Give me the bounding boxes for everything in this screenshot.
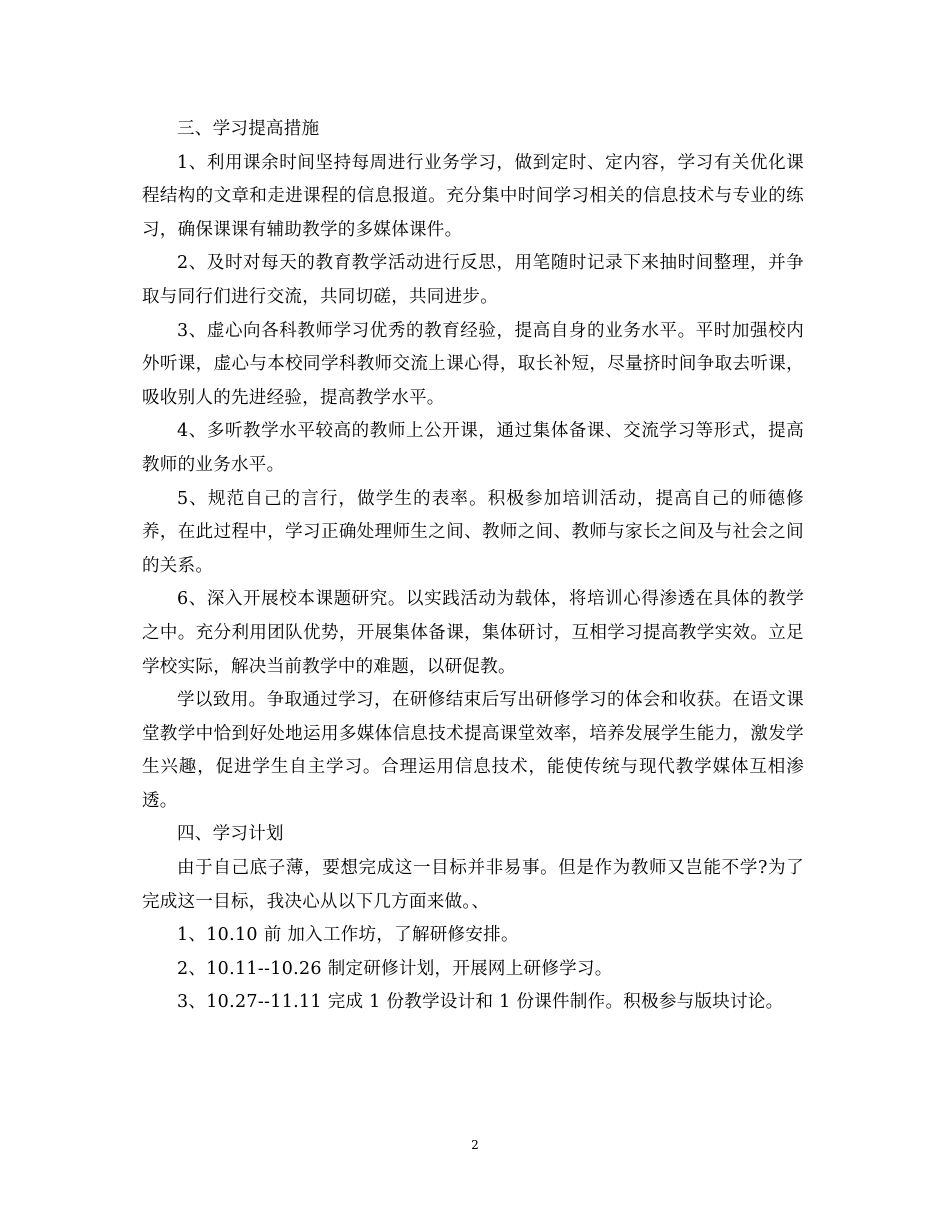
paragraph: 由于自己底子薄，要想完成这一目标并非易事。但是作为教师又岂能不学?为了完成这一目标，我决心从以下几方面来做。、 (142, 858, 804, 912)
section-heading-measures: 三、学习提高措施 (177, 119, 320, 139)
plan-item: 1、10.10 前 加入工作坊，了解研修安排。 (177, 925, 519, 946)
paragraph: 5、规范自己的言行，做学生的表率。积极参加培训活动，提高自己的师德修养，在此过程中，学习正确处理师生之间、教师之间、教师与家长之间及与社会之间的关系。 (142, 488, 804, 576)
paragraph: 2、及时对每天的教育教学活动进行反思，用笔随时记录下来抽时间整理，并争取与同行们进行交流，共同切磋，共同进步。 (142, 253, 804, 307)
paragraph: 学以致用。争取通过学习，在研修结束后写出研修学习的体会和收获。在语文课堂教学中恰到好处地运用多媒体信息技术提高课堂效率，培养发展学生能力，激发学生兴趣，促进学生自主学习。合理运用信息技术，能使传统与现代教学媒体互相渗透。 (142, 690, 804, 811)
plan-item: 2、10.11--10.26 制定研修计划，开展网上研修学习。 (177, 958, 613, 979)
page-number: 2 (471, 1138, 479, 1152)
paragraph: 4、多听教学水平较高的教师上公开课，通过集体备课、交流学习等形式，提高教师的业务水平。 (142, 421, 804, 475)
paragraph: 1、利用课余时间坚持每周进行业务学习，做到定时、定内容，学习有关优化课程结构的文章和走进课程的信息报道。充分集中时间学习相关的信息技术与专业的练习，确保课课有辅助教学的多媒体课件。 (142, 152, 804, 240)
paragraph: 3、虚心向各科教师学习优秀的教育经验，提高自身的业务水平。平时加强校内外听课，虚心与本校同学科教师交流上课心得，取长补短，尽量挤时间争取去听课，吸收别人的先进经验，提高教学水平。 (142, 320, 804, 408)
plan-item: 3、10.27--11.11 完成 1 份教学设计和 1 份课件制作。积极参与版块讨论。 (177, 992, 784, 1013)
section-heading-plan: 四、学习计划 (177, 824, 284, 845)
paragraph: 6、深入开展校本课题研究。以实践活动为载体，将培训心得渗透在具体的教学之中。充分利用团队优势，开展集体备课，集体研讨，互相学习提高教学实效。立足学校实际，解决当前教学中的难题，以研促教。 (142, 589, 804, 677)
document-body (142, 113, 804, 1020)
